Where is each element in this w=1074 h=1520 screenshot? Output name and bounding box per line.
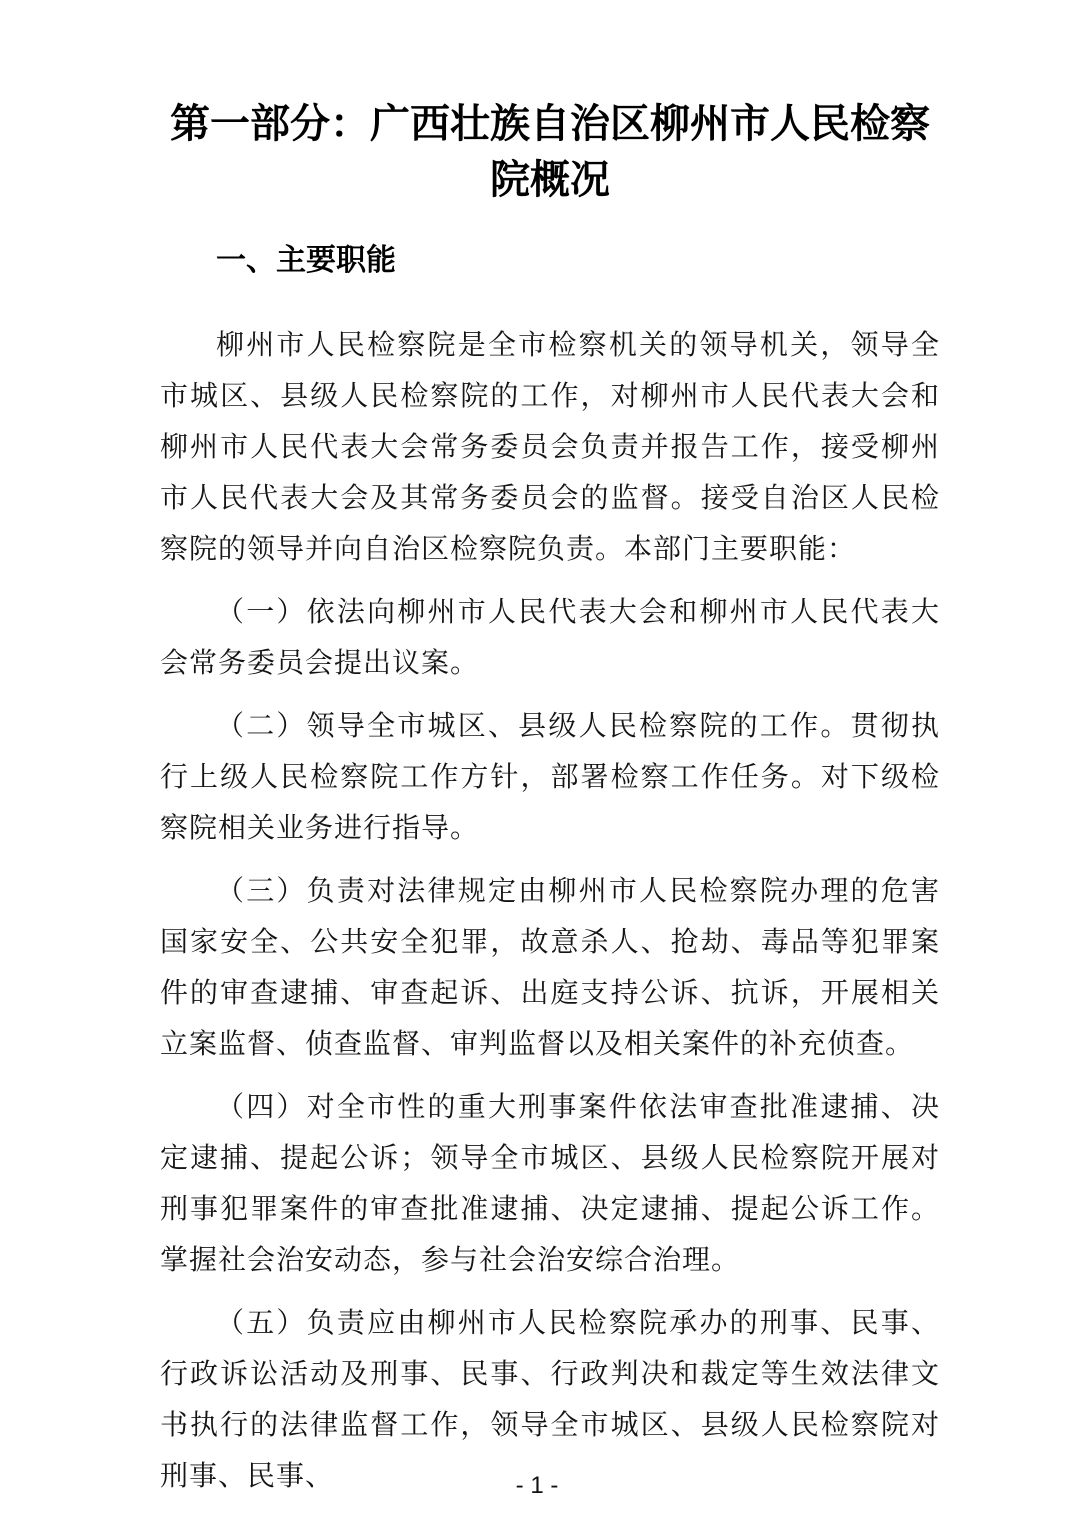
paragraph-item-5: （五）负责应由柳州市人民检察院承办的刑事、民事、行政诉讼活动及刑事、民事、行政判决和裁定等生效法律文书执行的法律监督工作，领导全市城区、县级人民检察院对刑事、民事、 bbox=[160, 1308, 940, 1492]
paragraph-intro: 柳州市人民检察院是全市检察机关的领导机关，领导全市城区、县级人民检察院的工作，对柳州市人民代表大会和柳州市人民代表大会常务委员会负责并报告工作，接受柳州市人民代表大会及其常务委员会的监督。接受自治区人民检察院的领导并向自治区检察院负责。本部门主要职能： bbox=[160, 330, 940, 565]
body-text bbox=[160, 320, 940, 1502]
paragraph-item-1: （一）依法向柳州市人民代表大会和柳州市人民代表大会常务委员会提出议案。 bbox=[160, 597, 940, 679]
paragraph-item-4: （四）对全市性的重大刑事案件依法审查批准逮捕、决定逮捕、提起公诉；领导全市城区、县级人民检察院开展对刑事犯罪案件的审查批准逮捕、决定逮捕、提起公诉工作。掌握社会治安动态，参与社会治安综合治理。 bbox=[160, 1092, 940, 1276]
section-heading: 一、主要职能 bbox=[216, 244, 396, 277]
document-title: 第一部分：广西壮族自治区柳州市人民检察院概况 bbox=[170, 102, 930, 202]
page-number: - 1 - bbox=[515, 1472, 559, 1499]
text-block bbox=[160, 0, 940, 1514]
paragraph-item-3: （三）负责对法律规定由柳州市人民检察院办理的危害国家安全、公共安全犯罪，故意杀人、抢劫、毒品等犯罪案件的审查逮捕、审查起诉、出庭支持公诉、抗诉，开展相关立案监督、侦查监督、审判监督以及相关案件的补充侦查。 bbox=[160, 876, 940, 1060]
paragraph-item-2: （二）领导全市城区、县级人民检察院的工作。贯彻执行上级人民检察院工作方针，部署检察工作任务。对下级检察院相关业务进行指导。 bbox=[160, 711, 940, 844]
